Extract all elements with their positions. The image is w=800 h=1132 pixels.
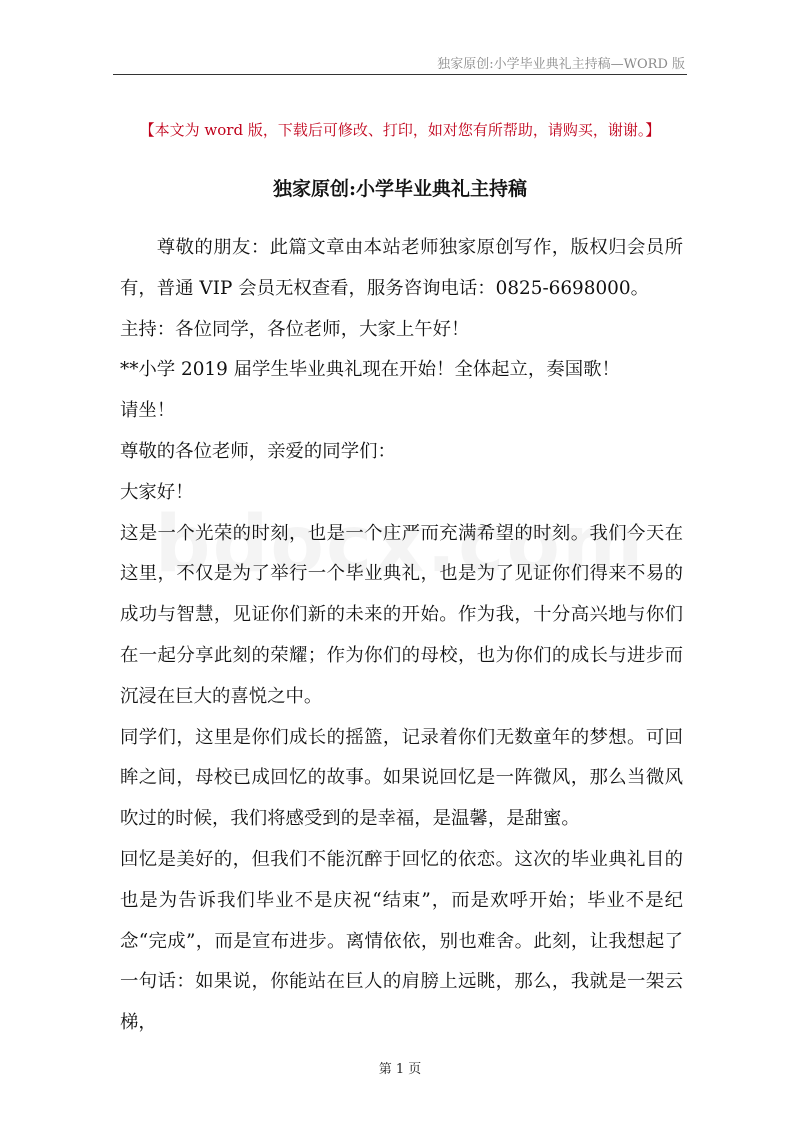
paragraph-please-sit: 请坐！ [120, 400, 176, 422]
paragraph-greeting-host: 主持：各位同学，各位老师，大家上午好！ [120, 318, 470, 340]
paragraph-ceremony-start: **小学 2019 届学生毕业典礼现在开始！全体起立，奏国歌！ [120, 359, 620, 381]
document-body [120, 228, 683, 1044]
paragraph-hello: 大家好！ [120, 481, 194, 503]
word-version-notice: 【本文为 word 版，下载后可修改、打印，如对您有所帮助，请购买，谢谢。】 [139, 121, 661, 139]
paragraph-salutation: 尊敬的各位老师，亲爱的同学们： [120, 440, 396, 462]
paragraph-glorious-moment: 这是一个光荣的时刻，也是一个庄严而充满希望的时刻。我们今天在这里，不仅是为了举行一个毕业典礼，也是为了见证你们得来不易的成功与智慧，见证你们新的未来的开始。作为我，十分高兴地与你们在一起分享此刻的荣耀；作为你们的母校，也为你们的成长与进步而沉浸在巨大的喜悦之中。 [120, 522, 683, 707]
paragraph-cradle: 同学们，这里是你们成长的摇篮，记录着你们无数童年的梦想。可回眸之间，母校已成回忆的故事。如果说回忆是一阵微风，那么当微风吹过的时候，我们将感受到的是幸福，是温馨，是甜蜜。 [120, 726, 683, 830]
paragraph-memories: 回忆是美好的，但我们不能沉醉于回忆的依恋。这次的毕业典礼目的也是为告诉我们毕业不是庆祝“结束”，而是欢呼开始；毕业不是纪念“完成”，而是宣布进步。离情依依，别也难舍。此刻，让我想起了一句话：如果说，你能站在巨人的肩膀上远眺，那么，我就是一架云梯， [120, 848, 683, 1034]
page-number: 第 1 页 [378, 1062, 422, 1077]
paragraph-copyright-note: 尊敬的朋友：此篇文章由本站老师独家原创写作，版权归会员所有，普通 VIP 会员无权查看，服务咨询电话：0825-6698000。 [120, 237, 683, 299]
header-divider [113, 74, 687, 75]
running-header: 独家原创:小学毕业典礼主持稿—WORD 版 [437, 57, 685, 72]
document-title: 独家原创:小学毕业典礼主持稿 [272, 178, 527, 200]
